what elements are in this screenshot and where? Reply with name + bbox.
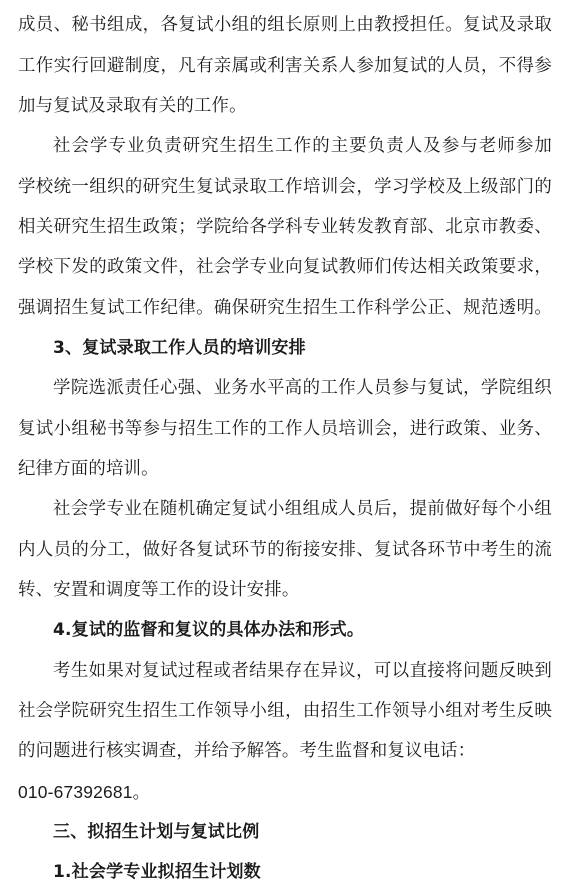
paragraph-line: 成员、秘书组成，各复试小组的组长原则上由教授担任。复试及录取 [18,15,552,35]
paragraph-line: 工作实行回避制度，凡有亲属或利害关系人参加复试的人员，不得参 [18,56,552,76]
section-heading: 3、复试录取工作人员的培训安排 [53,338,306,358]
section-heading: 1.社会学专业拟招生计划数 [53,862,261,882]
paragraph-line: 内人员的分工，做好各复试环节的衔接安排、复试各环节中考生的流 [18,540,552,560]
paragraph-line: 加与复试及录取有关的工作。 [18,96,247,116]
paragraph-line: 学校统一组织的研究生复试录取工作培训会，学习学校及上级部门的 [18,177,552,197]
paragraph-line: 考生如果对复试过程或者结果存在异议，可以直接将问题反映到 [53,661,552,681]
paragraph-line: 社会学院研究生招生工作领导小组，由招生工作领导小组对考生反映 [18,701,552,721]
section-heading: 4.复试的监督和复议的具体办法和形式。 [53,620,365,640]
paragraph-line: 转、安置和调度等工作的设计安排。 [18,580,300,600]
paragraph-line: 强调招生复试工作纪律。确保研究生招生工作科学公正、规范透明。 [18,298,552,318]
paragraph-line: 相关研究生招生政策；学院给各学科专业转发教育部、北京市教委、 [18,217,552,237]
phone-number: 010-67392681。 [18,782,151,802]
paragraph-line: 学校下发的政策文件，社会学专业向复试教师们传达相关政策要求， [18,257,552,277]
paragraph-line: 学院选派责任心强、业务水平高的工作人员参与复试，学院组织 [53,378,552,398]
paragraph-line: 的问题进行核实调查，并给予解答。考生监督和复议电话： [18,741,476,761]
chapter-heading: 三、拟招生计划与复试比例 [53,822,260,842]
paragraph-line: 复试小组秘书等参与招生工作的工作人员培训会，进行政策、业务、 [18,419,552,439]
paragraph-line: 社会学专业负责研究生招生工作的主要负责人及参与老师参加 [53,136,552,156]
paragraph-line: 纪律方面的培训。 [18,459,159,479]
paragraph-line: 社会学专业在随机确定复试小组组成人员后，提前做好每个小组 [53,499,552,519]
